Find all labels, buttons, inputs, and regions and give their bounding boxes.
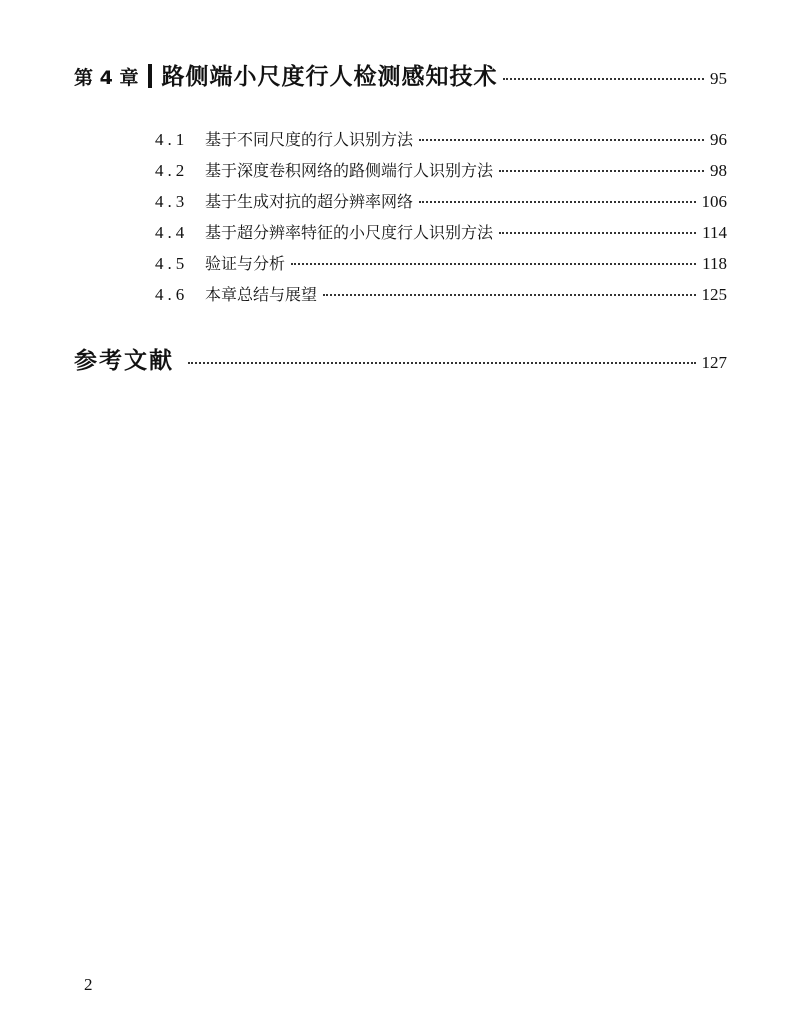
- references-page-number: 127: [701, 353, 727, 372]
- section-number: 4.6: [155, 285, 189, 304]
- section-title: 验证与分析: [205, 254, 286, 273]
- dot-leader: [323, 294, 695, 296]
- toc-section-entry[interactable]: [155, 251, 727, 274]
- dot-leader: [499, 232, 696, 234]
- section-page-number: 96: [710, 130, 727, 149]
- chapter-title: 路侧端小尺度行人检测感知技术: [161, 64, 498, 90]
- chapter-heading-entry[interactable]: [74, 58, 727, 91]
- section-title: 本章总结与展望: [205, 285, 318, 304]
- page-number-footer: 2: [84, 975, 93, 994]
- section-page-number: 114: [702, 223, 727, 242]
- section-title: 基于超分辨率特征的小尺度行人识别方法: [205, 223, 494, 242]
- dot-leader: [291, 263, 696, 265]
- chapter-number: 第 4 章: [74, 67, 139, 89]
- section-number: 4.5: [155, 254, 189, 273]
- dot-leader: [188, 362, 696, 364]
- section-title: 基于生成对抗的超分辨率网络: [205, 192, 414, 211]
- section-number: 4.1: [155, 130, 189, 149]
- section-page-number: 98: [710, 161, 727, 180]
- section-title: 基于深度卷积网络的路侧端行人识别方法: [205, 161, 494, 180]
- section-page-number: 106: [701, 192, 727, 211]
- dot-leader: [503, 78, 704, 80]
- section-number: 4.3: [155, 192, 189, 211]
- dot-leader: [419, 201, 695, 203]
- section-number: 4.4: [155, 223, 189, 242]
- toc-section-entry[interactable]: [155, 189, 727, 212]
- references-entry[interactable]: [74, 342, 727, 375]
- section-page-number: 125: [701, 285, 727, 304]
- toc-section-entry[interactable]: [155, 158, 727, 181]
- toc-section-entry[interactable]: [155, 282, 727, 305]
- chapter-divider-bar: [148, 64, 152, 88]
- toc-section-entry[interactable]: [155, 220, 727, 243]
- dot-leader: [499, 170, 704, 172]
- section-title: 基于不同尺度的行人识别方法: [205, 130, 414, 149]
- section-number: 4.2: [155, 161, 189, 180]
- toc-section-entry[interactable]: [155, 127, 727, 150]
- chapter-page-number: 95: [710, 69, 727, 88]
- section-page-number: 118: [702, 254, 727, 273]
- references-title: 参考文献: [74, 348, 174, 374]
- dot-leader: [419, 139, 704, 141]
